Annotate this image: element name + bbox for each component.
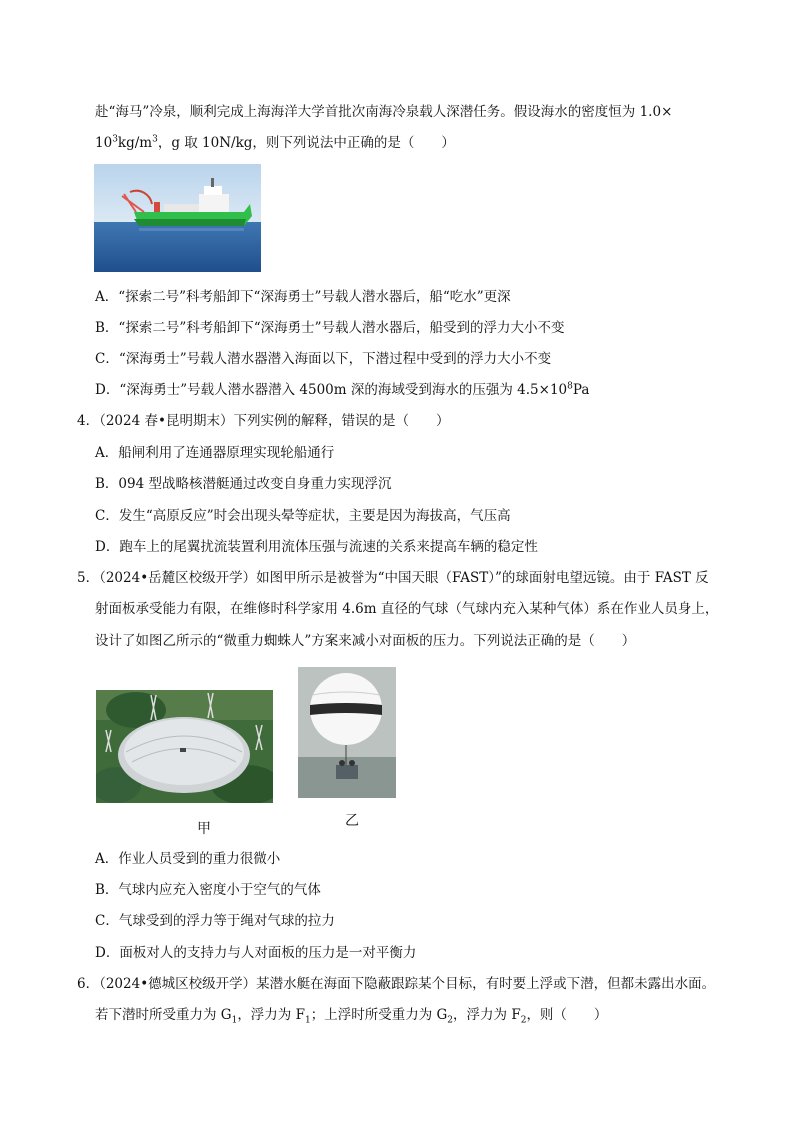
q5-option-a: A．作业人员受到的重力很微小 xyxy=(95,851,281,867)
q3-stem-rest: ，g 取 10N/kg，则下列说法中正确的是（ ） xyxy=(157,135,455,151)
figure-caption-a: 甲 xyxy=(197,821,211,837)
q4-option-b: B．094 型战略核潜艇通过改变自身重力实现浮沉 xyxy=(95,476,392,492)
research-ship-image xyxy=(94,164,261,272)
q5-option-b: B．气球内应充入密度小于空气的气体 xyxy=(95,882,321,898)
q3-option-b: B．“探索二号”科考船卸下“深海勇士”号载人潜水器后，船受到的浮力大小不变 xyxy=(95,320,565,336)
q5-option-c: C．气球受到的浮力等于绳对气球的拉力 xyxy=(95,913,335,929)
q6-text-b: ，浮力为 F xyxy=(237,1007,305,1023)
q3-option-c: C．“深海勇士”号载人潜水器潜入海面以下，下潜过程中受到的浮力大小不变 xyxy=(95,351,552,367)
q6-text-a: 若下潜时所受重力为 G xyxy=(95,1007,232,1023)
q6-sub-f2: 2 xyxy=(520,1015,527,1026)
q3-option-d-exp: 8 xyxy=(567,381,573,392)
fast-telescope-image xyxy=(96,690,273,803)
q6-stem-line1: 6．（2024•德城区校级开学）某潜水艇在海面下隐蔽跟踪某个目标，有时要上浮或下潜，但都未露出水面。 xyxy=(77,976,716,992)
q3-unit-exp: 3 xyxy=(152,134,158,145)
q5-stem-line1: 5．（2024•岳麓区校级开学）如图甲所示是被誉为“中国天眼（FAST）”的球面射电望远镜。由于 FAST 反 xyxy=(77,570,709,586)
q3-stem-line1: 赴“海马”冷泉，顺利完成上海海洋大学首批次南海冷泉载人深潜任务。假设海水的密度恒为 1.0× xyxy=(95,104,673,120)
q3-density-unit: kg/m xyxy=(117,135,153,151)
q6-sub-g1: 1 xyxy=(231,1015,238,1026)
q4-option-d: D．跑车上的尾翼扰流装置利用流体压强与流速的关系来提高车辆的稳定性 xyxy=(95,539,538,555)
figure-caption-b: 乙 xyxy=(345,813,359,829)
q6-sub-f1: 1 xyxy=(304,1015,311,1026)
q5-stem-line3: 设计了如图乙所示的“微重力蜘蛛人”方案来减小对面板的压力。下列说法正确的是（ ） xyxy=(95,633,636,649)
q6-text-d: ，浮力为 F xyxy=(453,1007,521,1023)
q5-option-d: D．面板对人的支持力与人对面板的压力是一对平衡力 xyxy=(95,945,417,961)
q4-option-c: C．发生“高原反应”时会出现头晕等症状，主要是因为海拔高，气压高 xyxy=(95,508,511,524)
q3-option-d-unit: Pa xyxy=(572,382,590,398)
q3-density-base: 10 xyxy=(95,135,113,151)
q3-stem-line2 xyxy=(95,134,455,152)
balloon-worker-image xyxy=(298,667,396,798)
q3-density-exp: 3 xyxy=(112,134,118,145)
q3-option-d-text: D．“深海勇士”号载人潜水器潜入 4500m 深的海域受到海水的压强为 4.5×10 xyxy=(95,382,568,398)
q6-text-e: ，则（ ） xyxy=(526,1007,608,1023)
q3-option-d xyxy=(95,381,589,399)
q6-text-c: ；上浮时所受重力为 G xyxy=(310,1007,448,1023)
q4-option-a: A．船闸利用了连通器原理实现轮船通行 xyxy=(95,445,335,461)
q6-sub-g2: 2 xyxy=(447,1015,454,1026)
q3-option-a: A．“探索二号”科考船卸下“深海勇士”号载人潜水器后，船“吃水”更深 xyxy=(95,289,511,305)
q4-stem: 4．（2024 春•昆明期末）下列实例的解释，错误的是（ ） xyxy=(77,413,450,429)
q5-stem-line2: 射面板承受能力有限，在维修时科学家用 4.6m 直径的气球（气球内充入某种气体）系在作业人员身上， xyxy=(95,601,719,617)
q6-stem-line2 xyxy=(95,1006,607,1024)
